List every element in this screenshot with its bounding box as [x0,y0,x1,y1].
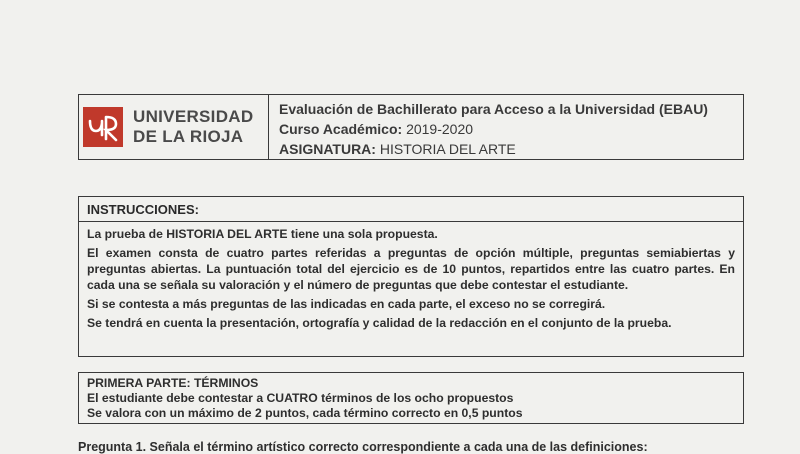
part1-box [78,372,744,424]
exam-info [269,95,743,159]
university-name-line2: DE LA RIOJA [133,127,244,146]
question-1: Pregunta 1. Señala el término artístico correcto correspondiente a cada una de las definiciones: [78,440,648,454]
part1-line1: El estudiante debe contestar a CUATRO términos de los ocho propuestos [87,391,514,405]
course-value: 2019-2020 [406,121,474,137]
instruction-paragraph: Si se contesta a más preguntas de las indicadas en cada parte, el exceso no se corregirá. [87,297,606,311]
instruction-paragraph: Se tendrá en cuenta la presentación, ortografía y calidad de la redacción en el conjunto de la prueba. [87,316,672,330]
part1-title: PRIMERA PARTE: TÉRMINOS [87,376,259,390]
university-logo-block [79,95,269,159]
instruction-paragraph: La prueba de HISTORIA DEL ARTE tiene una sola propuesta. [87,227,438,241]
instructions-body [78,221,744,357]
university-name [133,107,253,147]
subject-value: HISTORIA DEL ARTE [379,141,516,157]
subject-label: ASIGNATURA: [279,141,376,157]
course-row [279,119,733,139]
part1-line2: Se valora con un máximo de 2 puntos, cada término correcto en 0,5 puntos [87,406,523,420]
university-name-line1: UNIVERSIDAD [133,107,254,126]
instruction-paragraph: El examen consta de cuatro partes referidas a preguntas de opción múltiple, preguntas semiabiertas y preguntas abiertas. La puntuación total del ejercicio es de 10 puntos, repartidos entre las cuatro partes. En cada una se señala su valoración y el número de preguntas que debe contestar el estudiante. [87,246,735,292]
instructions-title: INSTRUCCIONES: [78,196,744,222]
university-logo-icon [83,107,123,147]
subject-row [279,139,733,159]
exam-title: Evaluación de Bachillerato para Acceso a la Universidad (EBAU) [279,101,708,117]
exam-header [78,94,744,160]
course-label: Curso Académico: [279,121,403,137]
